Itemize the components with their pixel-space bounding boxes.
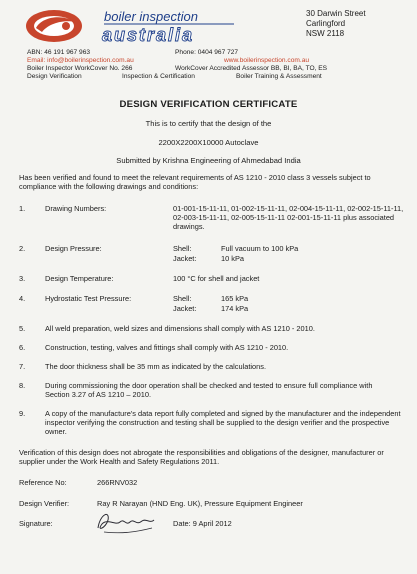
drawing-numbers: 01-001-15-11-11, 01-002-15-11-11, 02-004-15-11-11, 02-002-15-11-11, 02-003-15-11-11, 02-005-15-11-11 02-001-15-11-11 plus associated drawings. bbox=[173, 204, 404, 231]
item-number: 9. bbox=[19, 409, 26, 418]
design-pressure-shell: Full vacuum to 100 kPa bbox=[221, 244, 299, 253]
condition-text: All weld preparation, weld sizes and dimensions shall comply with AS 1210 - 2010. bbox=[45, 324, 315, 333]
website-link[interactable]: www.boilerinspection.com.au bbox=[224, 57, 310, 64]
intro-paragraph: Has been verified and found to meet the relevant requirements of AS 1210 - 2010 class 3 vessels subject to compliance with the following drawings and conditions: bbox=[19, 173, 371, 191]
brand-name-line1: boiler inspection bbox=[104, 9, 198, 24]
item-label: Design Pressure: bbox=[45, 244, 102, 253]
address-street: 30 Darwin Street bbox=[306, 9, 366, 18]
phone: Phone: 0404 967 727 bbox=[175, 49, 239, 56]
address-suburb: Carlingford bbox=[306, 19, 346, 28]
condition-text: Construction, testing, valves and fittings shall comply with AS 1210 - 2010. bbox=[45, 343, 289, 352]
item-number: 3. bbox=[19, 274, 26, 283]
service-training: Boiler Training & Assessment bbox=[236, 73, 322, 80]
service-inspection: Inspection & Certification bbox=[122, 73, 195, 80]
email-link[interactable]: Email: info@boilerinspection.com.au bbox=[27, 57, 134, 64]
service-design-verification: Design Verification bbox=[27, 73, 82, 80]
item-number: 4. bbox=[19, 294, 26, 303]
reference-label: Reference No: bbox=[19, 478, 67, 487]
design-temperature: 100 °C for shell and jacket bbox=[173, 274, 260, 283]
item-number: 8. bbox=[19, 381, 26, 390]
abn: ABN: 46 191 967 963 bbox=[27, 49, 91, 56]
reference-number: 266RNV032 bbox=[97, 478, 138, 487]
accredited-assessor: WorkCover Accredited Assessor BB, BI, BA, TO, ES bbox=[175, 65, 328, 72]
condition-text: The door thickness shall be 35 mm as indicated by the calculations. bbox=[45, 362, 267, 371]
item-label: Design Temperature: bbox=[45, 274, 114, 283]
signature-label: Signature: bbox=[19, 519, 53, 528]
item-number: 7. bbox=[19, 362, 26, 371]
condition-text: A copy of the manufacture's data report fully completed and signed by the manufacturer and the independent inspector verifying the construction and testing shall be supplied to the design verifier and the prospective owner. bbox=[45, 409, 401, 436]
signature-image bbox=[92, 506, 162, 538]
verifier-label: Design Verifier: bbox=[19, 499, 70, 508]
company-address bbox=[306, 9, 366, 39]
design-pressure-jacket: 10 kPa bbox=[221, 254, 245, 263]
field-key: Jacket: bbox=[173, 254, 197, 263]
disclaimer: Verification of this design does not abrogate the responsibilities and obligations of the designer, manufacturer or supplier under the Work Health and Safety Regulations 2011. bbox=[19, 448, 384, 466]
item-number: 2. bbox=[19, 244, 26, 253]
brand-name-line2: australia bbox=[102, 25, 195, 45]
certified-item: 2200X2200X10000 Autoclave bbox=[158, 138, 259, 147]
verifier-name: Ray R Narayan (HND Eng. UK), Pressure Equipment Engineer bbox=[97, 499, 303, 508]
field-key: Jacket: bbox=[173, 304, 197, 313]
test-pressure-jacket: 174 kPa bbox=[221, 304, 249, 313]
submitted-by: Submitted by Krishna Engineering of Ahmedabad India bbox=[116, 156, 301, 165]
item-number: 1. bbox=[19, 204, 26, 213]
certify-line: This is to certify that the design of the bbox=[145, 119, 272, 128]
signature-date: Date: 9 April 2012 bbox=[173, 519, 232, 528]
field-key: Shell: bbox=[173, 244, 192, 253]
field-key: Shell: bbox=[173, 294, 192, 303]
certificate-title: DESIGN VERIFICATION CERTIFICATE bbox=[119, 99, 298, 110]
address-state: NSW 2118 bbox=[306, 29, 345, 38]
workcover-number: Boiler Inspector WorkCover No. 266 bbox=[27, 65, 133, 72]
item-number: 6. bbox=[19, 343, 26, 352]
item-label: Drawing Numbers: bbox=[45, 204, 107, 213]
company-logo bbox=[14, 6, 264, 46]
item-label: Hydrostatic Test Pressure: bbox=[45, 294, 132, 303]
condition-text: During commissioning the door operation shall be checked and tested to ensure full compliance with Section 3.27 of AS 1210 – 2010. bbox=[45, 381, 373, 399]
test-pressure-shell: 165 kPa bbox=[221, 294, 249, 303]
item-number: 5. bbox=[19, 324, 26, 333]
